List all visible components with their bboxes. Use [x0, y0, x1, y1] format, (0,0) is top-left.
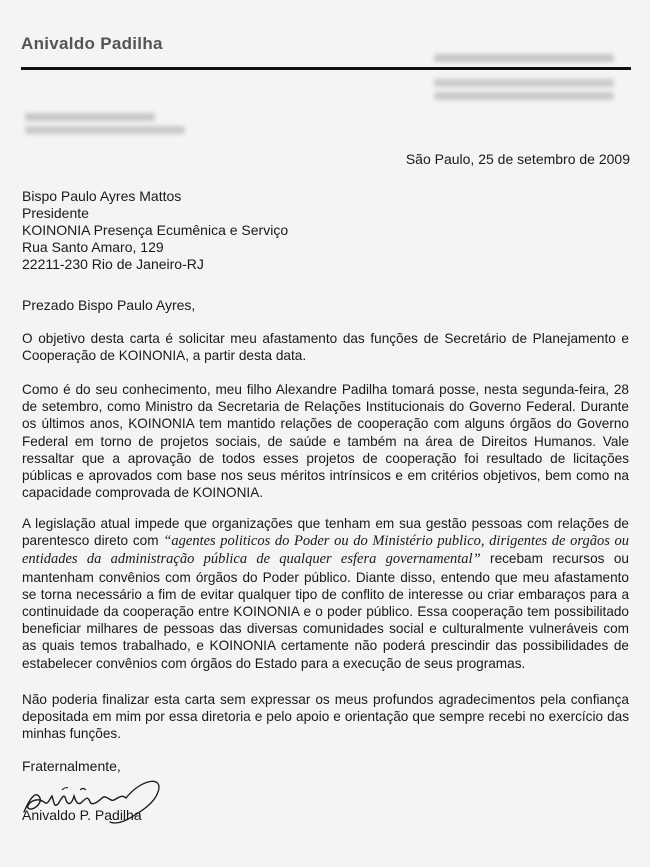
body-paragraph: [22, 515, 629, 672]
closing: Fraternalmente,: [22, 758, 121, 774]
letterhead-rule: [21, 67, 631, 70]
redacted-contact-line: [434, 79, 614, 87]
letter-date: São Paulo, 25 de setembro de 2009: [405, 151, 630, 167]
greeting: Prezado Bispo Paulo Ayres,: [22, 297, 196, 313]
redacted-contact-line: [434, 54, 614, 62]
recipient-organization: KOINONIA Presença Ecumênica e Serviço: [22, 222, 289, 238]
letterhead-name: Anivaldo Padilha: [21, 34, 163, 53]
recipient-street: Rua Santo Amaro, 129: [22, 239, 164, 255]
body-paragraph: Não poderia finalizar esta carta sem expressar os meus profundos agradecimentos pela confiança depositada em mim por essa diretoria e pelo apoio e orientação que sempre recebi no exercício das minhas funções.: [22, 692, 629, 742]
recipient-name: Bispo Paulo Ayres Mattos: [22, 188, 182, 204]
body-paragraph: Como é do seu conhecimento, meu filho Alexandre Padilha tomará posse, nesta segunda-feira, 28 de setembro, como Ministro da Secretaria de Relações Institucionais do Governo Federal. Durante os últimos anos, KOINONIA tem mantido relações de cooperação com alguns órgãos do Governo Federal em torno de projetos sociais, de saúde e também na área de Direitos Humanos. Vale ressaltar que a aprovação de todos esses projetos de cooperação foi resultado de licitações públicas e aprovados com base nos seus méritos intrínsicos e em critérios objetivos, bem como na capacidade comprovada de KOINONIA.: [22, 382, 629, 501]
recipient-title: Presidente: [22, 205, 89, 221]
body-paragraph: O objetivo desta carta é solicitar meu afastamento das funções de Secretário de Planejamento e Cooperação de KOINONIA, a partir desta data.: [22, 331, 629, 364]
legal-quote: “agentes politicos do Poder ou do Ministério publico, dirigentes de orgãos ou entidades da administração pública de qualquer esfera governamental”: [22, 533, 629, 568]
recipient-block: [22, 188, 288, 273]
recipient-city: 22211-230 Rio de Janeiro-RJ: [22, 256, 204, 272]
paragraph-text: recebam recursos ou mantenham convênios com órgãos do Poder público. Diante disso, entendo que meu afastamento se torna necessário a fim de evitar qualquer tipo de conflito de interesse ou criar embaraços para a continuidade da cooperação entre KOINONIA e o poder público. Essa cooperação tem possibilitado beneficiar milhares de pessoas das diversas comunidades social e culturalmente vulneráveis com as quais temos trabalhado, e KOINONIA certamente não poderá prescindir das possibilidades de estabelecer convênios com órgãos do Estado para a execução de seus programas.: [22, 551, 629, 671]
paragraph-text: A legislação atual impede que organizações que tenham em sua gestão pessoas com relações de parentesco direto com: [22, 516, 629, 549]
redacted-address-line: [25, 126, 185, 134]
redacted-contact-line: [434, 92, 614, 100]
signer-name: Anivaldo P. Padilha: [22, 807, 142, 823]
redacted-address-line: [25, 113, 155, 121]
